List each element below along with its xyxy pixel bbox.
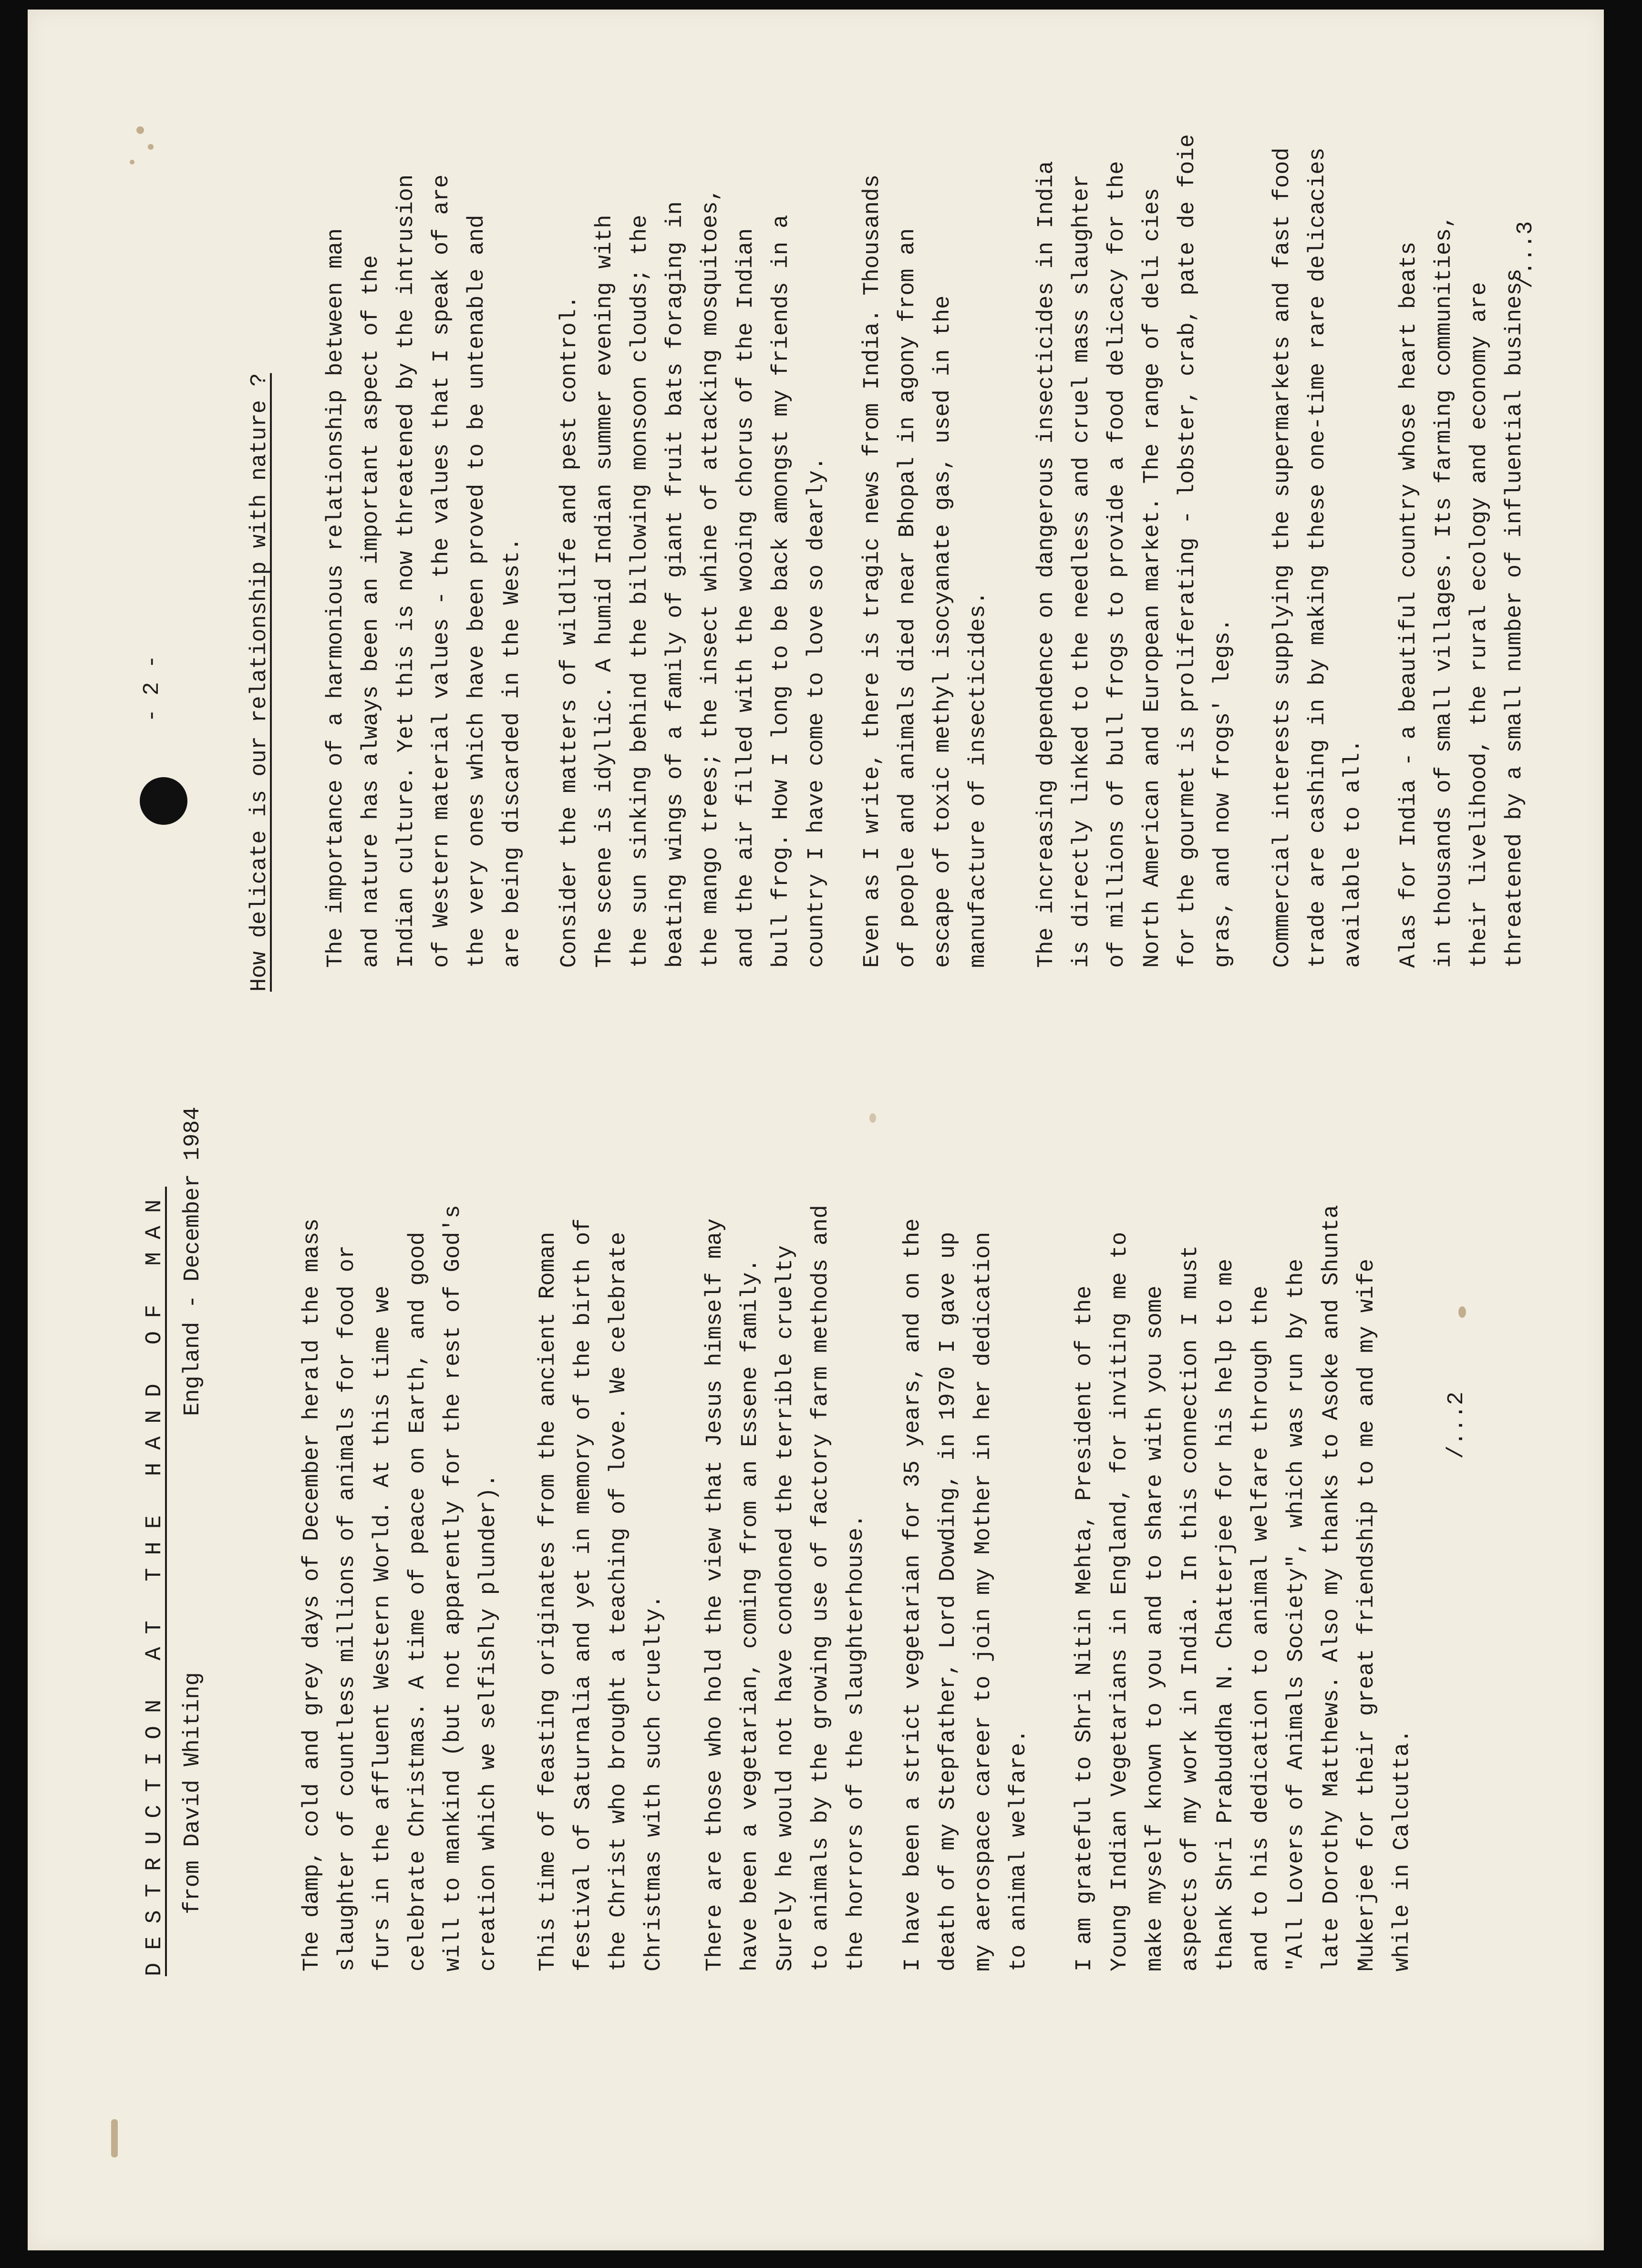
text-line: their livelihood, the rural ecology and economy are bbox=[1467, 282, 1492, 968]
text-line: and the air filled with the wooing chorus of the Indian bbox=[733, 228, 759, 968]
text-line: to animal welfare. bbox=[1006, 1729, 1032, 1971]
text-line: is directly linked to the needless and cruel mass slaughter bbox=[1069, 174, 1095, 968]
paragraph bbox=[295, 1205, 506, 1971]
text-line: North American and European market. The range of deli cies bbox=[1140, 188, 1165, 968]
text-line: celebrate Christmas. A time of peace on Earth, and good bbox=[405, 1231, 431, 1971]
text-line: country I have come to love so dearly. bbox=[804, 457, 829, 968]
text-line: make myself known to you and to share with you some bbox=[1143, 1285, 1168, 1971]
text-line: gras, and now frogs' legs. bbox=[1210, 618, 1236, 968]
text-line: of Western material values - the values that I speak of are bbox=[429, 174, 454, 968]
text-line: There are those who hold the view that Jesus himself may bbox=[702, 1218, 728, 1971]
text-line: of millions of bull frogs to provide a food delicacy for the bbox=[1105, 161, 1130, 968]
text-line: aspects of my work in India. In this connection I must bbox=[1178, 1245, 1203, 1971]
text-line: late Dorothy Matthews. Also my thanks to Asoke and Shunta bbox=[1319, 1205, 1344, 1971]
text-line: slaughter of countless millions of animals for food or bbox=[335, 1245, 360, 1971]
text-line: I have been a strict vegetarian for 35 years, and on the bbox=[900, 1218, 926, 1971]
text-line: beating wings of a family of giant fruit bats foraging in bbox=[663, 201, 688, 968]
text-line: I am grateful to Shri Nitin Mehta, President of the bbox=[1072, 1285, 1097, 1971]
paragraph bbox=[1029, 134, 1241, 968]
text-line: have been a vegetarian, coming from an Essene family. bbox=[738, 1259, 763, 1971]
text-line: Indian culture. Yet this is now threatened by the intrusion bbox=[394, 174, 419, 968]
text-line: This time of feasting originates from the ancient Roman bbox=[536, 1231, 561, 1971]
text-line: are being discarded in the West. bbox=[500, 537, 525, 968]
text-line: The damp, cold and grey days of December herald the mass bbox=[299, 1218, 325, 1971]
text-line: festival of Saturnalia and yet in memory of the birth of bbox=[571, 1218, 596, 1971]
text-line: creation which we selfishly plunder). bbox=[476, 1474, 501, 1971]
text-line: the Christ who brought a teaching of love. We celebrate bbox=[606, 1231, 631, 1971]
document-title: DESTRUCTION AT THE HAND OF MAN bbox=[142, 1186, 167, 1976]
paragraph bbox=[855, 174, 996, 968]
text-line: the horrors of the slaughterhouse. bbox=[844, 1514, 869, 1971]
continued-marker: /...3 bbox=[1513, 221, 1539, 288]
text-line: and to his dedication to animal welfare through the bbox=[1249, 1285, 1274, 1971]
paragraph bbox=[1392, 215, 1533, 968]
text-line: Even as I write, there is tragic news from India. Thousands bbox=[860, 174, 885, 968]
text-line: bull frog. How I long to be back amongst my friends in a bbox=[769, 215, 794, 968]
text-line: of people and animals died near Bhopal in agony from an bbox=[895, 228, 920, 968]
text-line: Surely he would not have condoned the terrible cruelty bbox=[773, 1245, 798, 1971]
paragraph bbox=[1265, 148, 1371, 968]
text-line: furs in the affluent Western World. At this time we bbox=[370, 1285, 395, 1971]
text-line: "All Lovers of Animals Society", which was run by the bbox=[1284, 1259, 1309, 1971]
text-line: Young Indian Vegetarians in England, for inviting me to bbox=[1107, 1231, 1133, 1971]
text-line: threatened by a small number of influential business bbox=[1502, 268, 1528, 968]
text-line: manufacture of insecticides. bbox=[966, 591, 991, 968]
text-line: escape of toxic methyl isocyanate gas, used in the bbox=[930, 295, 956, 968]
paragraph bbox=[552, 188, 835, 968]
text-line: my aerospace career to join my Mother in her dedication bbox=[971, 1231, 996, 1971]
text-line: Christmas with such cruelty. bbox=[641, 1595, 667, 1971]
text-line: Mukerjee for their great friendship to me and my wife bbox=[1354, 1259, 1380, 1971]
text-line: thank Shri Prabuddha N. Chatterjee for his help to me bbox=[1213, 1259, 1239, 1971]
text-line: Consider the matters of wildlife and pest control. bbox=[557, 295, 582, 968]
text-line: the mango trees; the insect whine of attacking mosquitoes, bbox=[698, 188, 723, 968]
paragraph bbox=[531, 1219, 672, 1971]
text-line: The scene is idyllic. A humid Indian summer evening with bbox=[592, 215, 618, 968]
byline: from David Whiting bbox=[180, 1672, 206, 1914]
text-line: death of my Stepfather, Lord Dowding, in 1970 I gave up bbox=[936, 1231, 961, 1971]
text-line: in thousands of small villages. Its farming communities, bbox=[1432, 215, 1457, 968]
paragraph bbox=[698, 1205, 874, 1971]
place-date: England - December 1984 bbox=[180, 1107, 206, 1416]
text-line: Alas for India - a beautiful country whose heart beats bbox=[1396, 241, 1422, 968]
text-line: trade are cashing in by making these one-time rare delicacies bbox=[1305, 147, 1331, 968]
text-line: while in Calcutta. bbox=[1390, 1729, 1415, 1971]
text-line: Commercial interests supplying the supermarkets and fast food bbox=[1270, 147, 1295, 968]
text-line: available to all. bbox=[1341, 739, 1366, 968]
text-line: The importance of a harmonious relationship between man bbox=[323, 228, 349, 968]
text-line: to animals by the growing use of factory farm methods and bbox=[808, 1205, 834, 1971]
text-line: the sun sinking behind the billowing monsoon clouds; the bbox=[628, 215, 653, 968]
text-line: the very ones which have been proved to be untenable and bbox=[465, 215, 490, 968]
text-line: and nature has always been an important aspect of the bbox=[359, 255, 384, 968]
paragraph bbox=[1067, 1205, 1420, 1971]
text-line: The increasing dependence on dangerous insecticides in India bbox=[1034, 161, 1059, 968]
text-line: will to mankind (but not apparently for the rest of God's bbox=[441, 1205, 466, 1971]
continued-marker: /...2 bbox=[1444, 1391, 1469, 1459]
page-number: - 2 - bbox=[140, 655, 165, 722]
text-line: for the gourmet is proliferating - lobster, crab, pate de foie bbox=[1175, 134, 1200, 968]
paragraph bbox=[896, 1219, 1037, 1971]
typewritten-page bbox=[28, 10, 1604, 2250]
paper-sheet bbox=[28, 10, 1604, 2250]
paragraph bbox=[319, 174, 530, 968]
section-heading: How delicate is our relationship with nature ? bbox=[247, 373, 272, 992]
